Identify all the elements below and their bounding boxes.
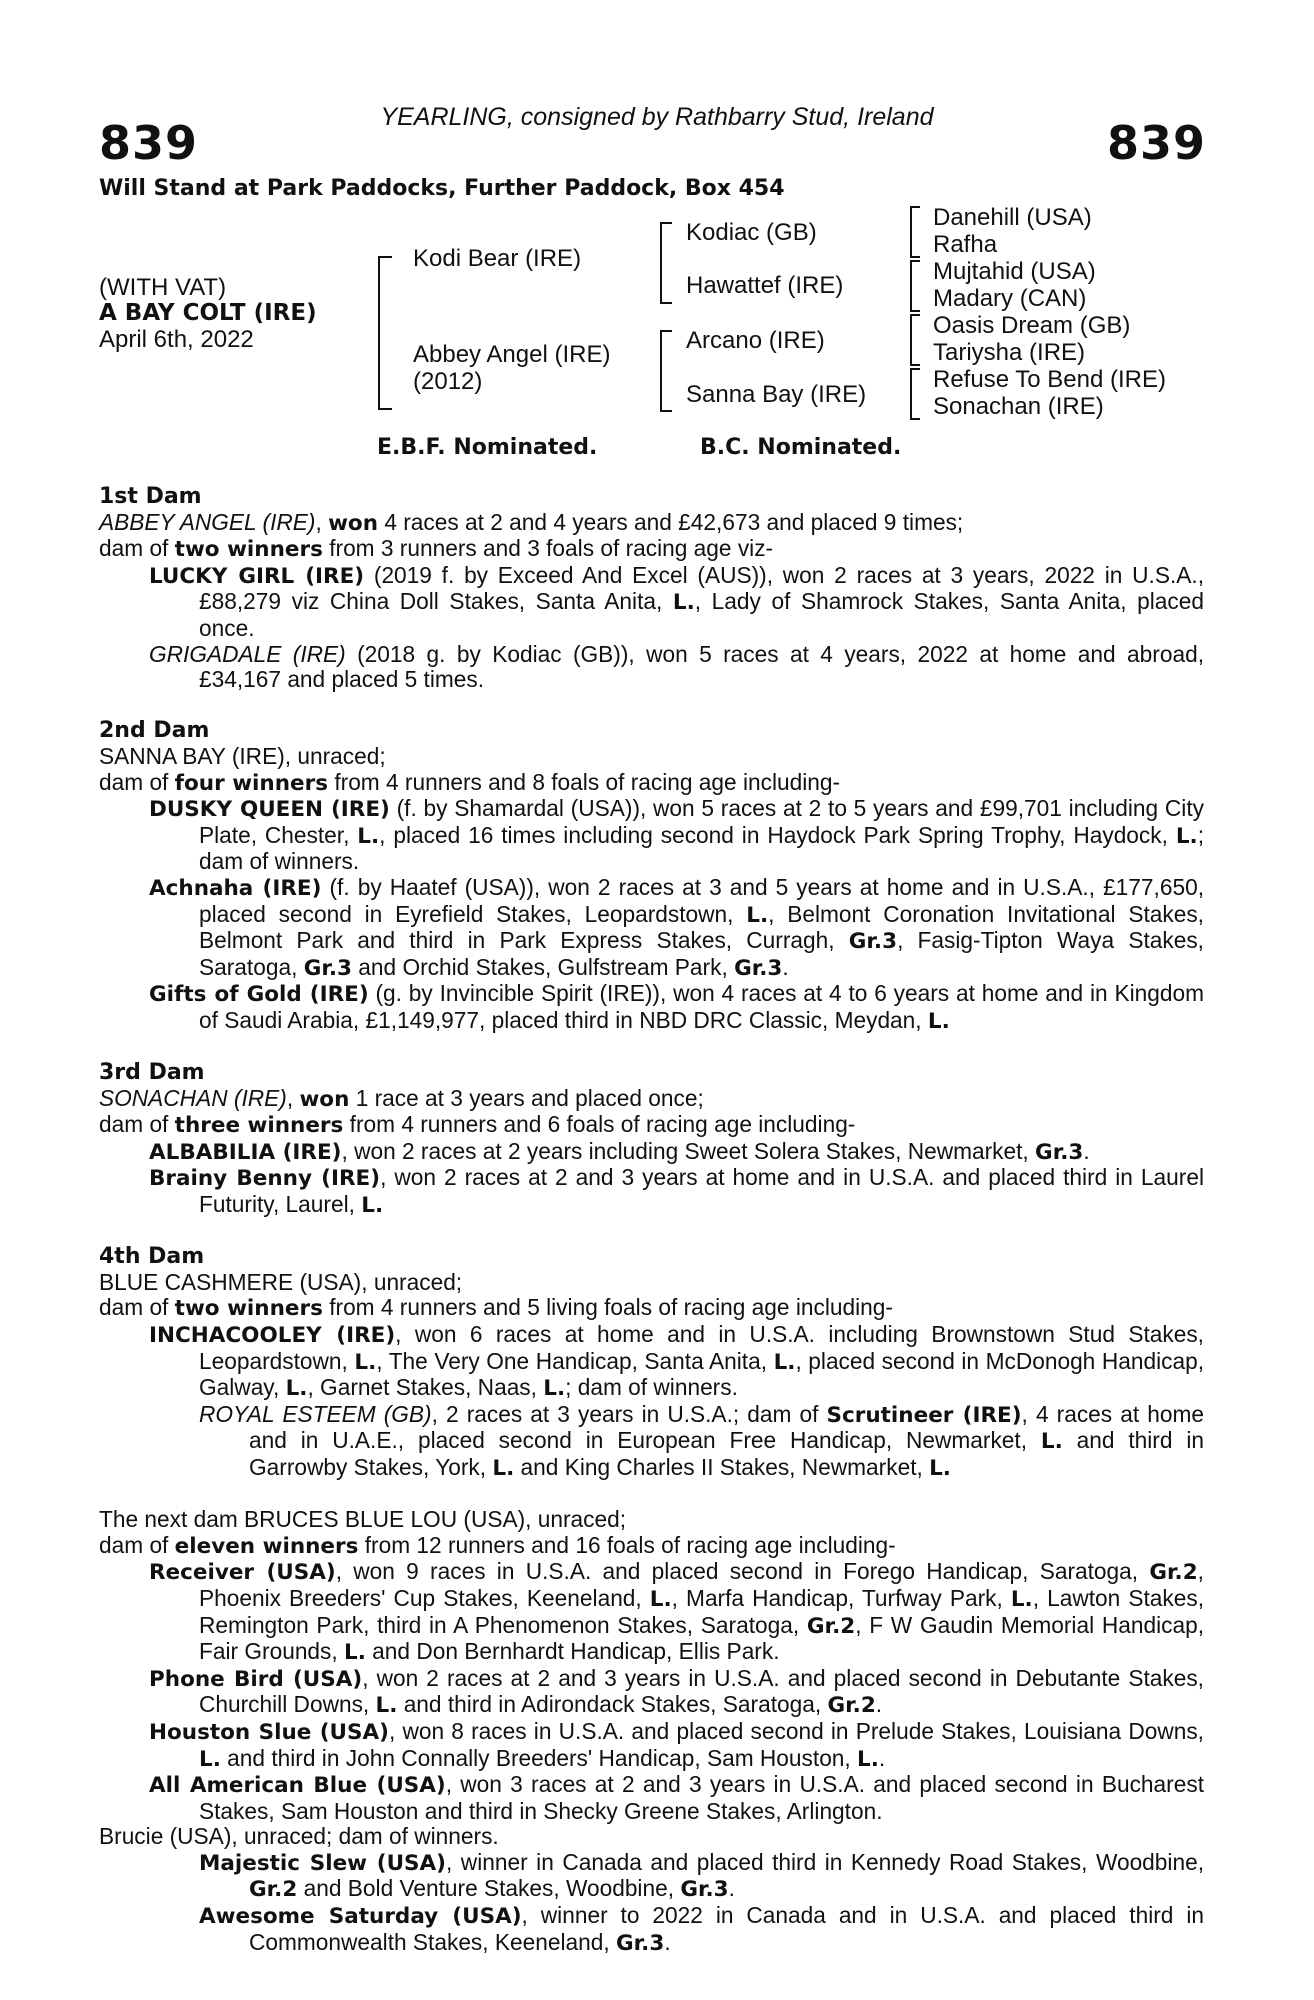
produce-entry: INCHACOOLEY (IRE), won 6 races at home and in U.S.A. including Brownstown Stud Stakes, Leopardstown, L., The Very One Handicap, Santa Anita, L., placed second in McDonogh Handicap, Galway, L., Garnet Stakes, Naas, L.; dam of winners. <box>149 1321 1205 1402</box>
produce-entry: DUSKY QUEEN (IRE) (f. by Shamardal (USA)), won 5 races at 2 to 5 years and £99,701 including City Plate, Chester, L., placed 16 times including second in Haydock Park Spring Trophy, Haydock, L.; dam of winners. <box>149 795 1204 875</box>
produce-entry: GRIGADALE (IRE) (2018 g. by Kodiac (GB)), won 5 races at 4 years, 2022 at home and abroad, £34,167 and placed 5 times. <box>149 640 1205 693</box>
ancestor: Danehill (USA) <box>933 204 1092 231</box>
produce-entry: ALBABILIA (IRE), won 2 races at 2 years including Sweet Solera Stakes, Newmarket, Gr.3. <box>149 1137 1090 1165</box>
sire-name: Kodi Bear (IRE) <box>413 245 582 272</box>
produce-entry: Brainy Benny (IRE), won 2 races at 2 and 3 years at home and in U.S.A. and placed third in Laurel Futurity, Laurel, L. <box>149 1164 1204 1219</box>
third-dam-produce-summary: dam of three winners from 4 runners and 6 foals of racing age including- <box>99 1111 856 1139</box>
foaling-date: April 6th, 2022 <box>99 326 254 353</box>
next-dam-produce-summary: dam of eleven winners from 12 runners and 16 foals of racing age including- <box>99 1531 896 1559</box>
second-dam-produce-summary: dam of four winners from 4 runners and 8 foals of racing age including- <box>99 768 841 796</box>
dam-name: Abbey Angel (IRE) <box>413 341 611 368</box>
ancestor: Sonachan (IRE) <box>933 393 1104 420</box>
produce-entry: Houston Slue (USA), won 8 races in U.S.A. and placed second in Prelude Stakes, Louisiana Downs, L. and third in John Connally Breeders' Handicap, Sam Houston, L.. <box>149 1717 1204 1772</box>
second-dam-heading: 2nd Dam <box>99 718 210 744</box>
pedigree-brace <box>660 222 672 304</box>
brucie-line: Brucie (USA), unraced; dam of winners. <box>99 1823 499 1850</box>
next-dam-line: The next dam BRUCES BLUE LOU (USA), unraced; <box>99 1506 627 1533</box>
lot-number-right: 839 <box>1106 116 1206 170</box>
ancestor: Tariysha (IRE) <box>933 339 1086 366</box>
ancestor: Refuse To Bend (IRE) <box>933 366 1167 393</box>
second-dam-line: SANNA BAY (IRE), unraced; <box>99 742 386 769</box>
produce-entry: Gifts of Gold (IRE) (g. by Invincible Spirit (IRE)), won 4 races at 4 to 6 years at home and in Kingdom of Saudi Arabia, £1,149,977, placed third in NBD DRC Classic, Meydan, L. <box>149 980 1204 1034</box>
ancestor: Mujtahid (USA) <box>933 258 1096 285</box>
produce-entry: Majestic Slew (USA), winner in Canada and placed third in Kennedy Road Stakes, Woodbine, Gr.2 and Bold Venture Stakes, Woodbine, Gr.3. <box>199 1848 1204 1903</box>
consignment-subtitle: YEARLING, consigned by Rathbarry Stud, Ireland <box>380 103 934 131</box>
first-dam-line: ABBEY ANGEL (IRE), won 4 races at 2 and 4 years and £42,673 and placed 9 times; <box>99 508 964 536</box>
third-dam-line: SONACHAN (IRE), won 1 race at 3 years and placed once; <box>99 1084 704 1112</box>
fourth-dam-heading: 4th Dam <box>99 1244 205 1270</box>
ancestor: Rafha <box>933 231 998 258</box>
produce-entry: Achnaha (IRE) (f. by Haatef (USA)), won 2 races at 3 and 5 years at home and in U.S.A., £177,650, placed second in Eyrefield Stakes, Leopardstown, L., Belmont Coronation Invitational Stakes, Belmont Park and third in Park Express Stakes, Curragh, Gr.3, Fasig-Tipton Waya Stakes, Saratoga, Gr.3 and Orchid Stakes, Gulfstream Park, Gr.3. <box>149 873 1204 981</box>
ebf-nominated: E.B.F. Nominated. <box>377 435 598 460</box>
vat-note: (WITH VAT) <box>99 274 227 301</box>
third-dam-heading: 3rd Dam <box>99 1060 205 1086</box>
produce-entry: Phone Bird (USA), won 2 races at 2 and 3 years in U.S.A. and placed second in Debutante Stakes, Churchill Downs, L. and third in Adirondack Stakes, Saratoga, Gr.2. <box>149 1664 1204 1719</box>
colt-title: A BAY COLT (IRE) <box>99 300 317 326</box>
dam-year: (2012) <box>413 368 483 395</box>
ancestor: Madary (CAN) <box>933 285 1087 312</box>
produce-entry: Awesome Saturday (USA), winner to 2022 in Canada and in U.S.A. and placed third in Commonwealth Stakes, Keeneland, Gr.3. <box>199 1902 1204 1956</box>
bc-nominated: B.C. Nominated. <box>700 435 902 460</box>
produce-entry: LUCKY GIRL (IRE) (2019 f. by Exceed And Excel (AUS)), won 2 races at 3 years, 2022 in U.S.A., £88,279 viz China Doll Stakes, Santa Anita, L., Lady of Shamrock Stakes, Santa Anita, placed once. <box>149 561 1204 641</box>
produce-entry: ROYAL ESTEEM (GB), 2 races at 3 years in U.S.A.; dam of Scrutineer (IRE), 4 races at home and in U.A.E., placed second in European Free Handicap, Newmarket, L. and third in Garrowby Stakes, York, L. and King Charles II Stakes, Newmarket, L. <box>199 1400 1204 1481</box>
fourth-dam-produce-summary: dam of two winners from 4 runners and 5 living foals of racing age including- <box>99 1294 893 1322</box>
pedigree-brace <box>910 206 920 258</box>
ancestor: Oasis Dream (GB) <box>933 312 1131 339</box>
produce-entry: Receiver (USA), won 9 races in U.S.A. and placed second in Forego Handicap, Saratoga, Gr.2, Phoenix Breeders' Cup Stakes, Keeneland, L., Marfa Handicap, Turfway Park, L., Lawton Stakes, Remington Park, third in A Phenomenon Stakes, Saratoga, Gr.2, F W Gaudin Memorial Handicap, Fair Grounds, L. and Don Bernhardt Handicap, Ellis Park. <box>149 1558 1204 1666</box>
fourth-dam-line: BLUE CASHMERE (USA), unraced; <box>99 1268 463 1295</box>
first-dam-produce-summary: dam of two winners from 3 runners and 3 foals of racing age viz- <box>99 535 774 563</box>
pedigree-brace <box>378 256 392 410</box>
pedigree-brace <box>910 368 920 420</box>
first-dam-heading: 1st Dam <box>99 484 202 509</box>
catalogue-body <box>99 484 1204 1956</box>
pedigree-brace <box>660 330 672 412</box>
stand-location: Will Stand at Park Paddocks, Further Paddock, Box 454 <box>99 176 785 201</box>
pedigree-brace <box>910 314 920 366</box>
pedigree-brace <box>910 260 920 312</box>
granddam-2: Sanna Bay (IRE) <box>686 381 867 408</box>
grandsire-2: Arcano (IRE) <box>686 327 825 354</box>
granddam-1: Hawattef (IRE) <box>686 272 844 299</box>
produce-entry: All American Blue (USA), won 3 races at 2 and 3 years in U.S.A. and placed second in Bucharest Stakes, Sam Houston and third in Shecky Greene Stakes, Arlington. <box>149 1771 1204 1824</box>
grandsire-1: Kodiac (GB) <box>686 219 817 246</box>
lot-number-left: 839 <box>99 116 199 170</box>
